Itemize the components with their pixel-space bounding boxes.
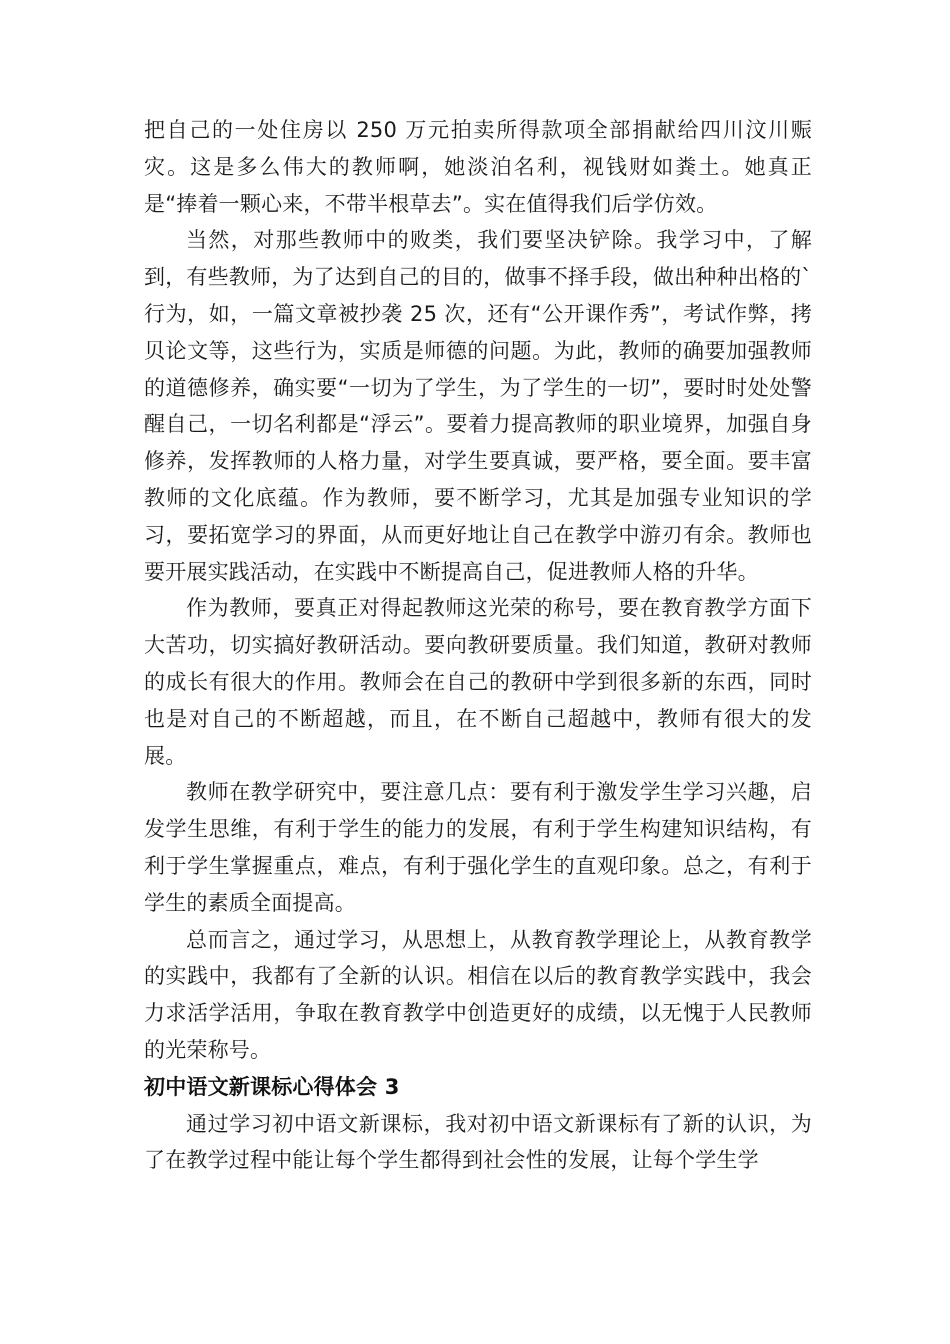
paragraph-teaching-research: 作为教师，要真正对得起教师这光荣的称号，要在教育教学方面下大苦功，切实搞好教研活动。要向教研要质量。我们知道，教研对教师的成长有很大的作用。教师会在自己的教研中学到很多新的东西，同时也是对自己的不断超越，而且，在不断自己超越中，教师有很大的发展。 bbox=[144, 596, 812, 768]
paragraph-research-points: 教师在教学研究中，要注意几点：要有利于激发学生学习兴趣，启发学生思维，有利于学生的能力的发展，有利于学生构建知识结构，有利于学生掌握重点，难点，有利于强化学生的直观印象。总之，有利于学生的素质全面提高。 bbox=[144, 780, 812, 915]
document-body bbox=[144, 112, 812, 1179]
paragraph-conclusion: 总而言之，通过学习，从思想上，从教育教学理论上，从教育教学的实践中，我都有了全新的认识。相信在以后的教育教学实践中，我会力求活学活用，争取在教育教学中创造更好的成绩，以无愧于人民教师的光荣称号。 bbox=[144, 927, 812, 1062]
section-heading: 初中语文新课标心得体会 3 bbox=[144, 1074, 400, 1099]
paragraph-section-intro: 通过学习初中语文新课标，我对初中语文新课标有了新的认识，为了在教学过程中能让每个学生都得到社会性的发展，让每个学生学 bbox=[144, 1111, 812, 1173]
paragraph-continued: 把自己的一处住房以 250 万元拍卖所得款项全部捐献给四川汶川赈灾。这是多么伟大的教师啊，她淡泊名利，视钱财如粪土。她真正是“捧着一颗心来，不带半根草去”。实在值得我们后学仿效。 bbox=[144, 118, 812, 216]
paragraph-teacher-misconduct: 当然，对那些教师中的败类，我们要坚决铲除。我学习中，了解到，有些教师，为了达到自己的目的，做事不择手段，做出种种出格的`行为，如，一篇文章被抄袭 25 次，还有“公开课作秀”，考试作弊，拷贝论文等，这些行为，实质是师德的问题。为此，教师的确要加强教师的道德修养，确实要“一切为了学生，为了学生的一切”，要时时处处警醒自己，一切名利都是“浮云”。要着力提高教师的职业境界，加强自身修养，发挥教师的人格力量，对学生要真诚，要严格，要全面。要丰富教师的文化底蕴。作为教师，要不断学习，尤其是加强专业知识的学习，要拓宽学习的界面，从而更好地让自己在教学中游刃有余。教师也要开展实践活动，在实践中不断提高自己，促进教师人格的升华。 bbox=[144, 228, 812, 584]
